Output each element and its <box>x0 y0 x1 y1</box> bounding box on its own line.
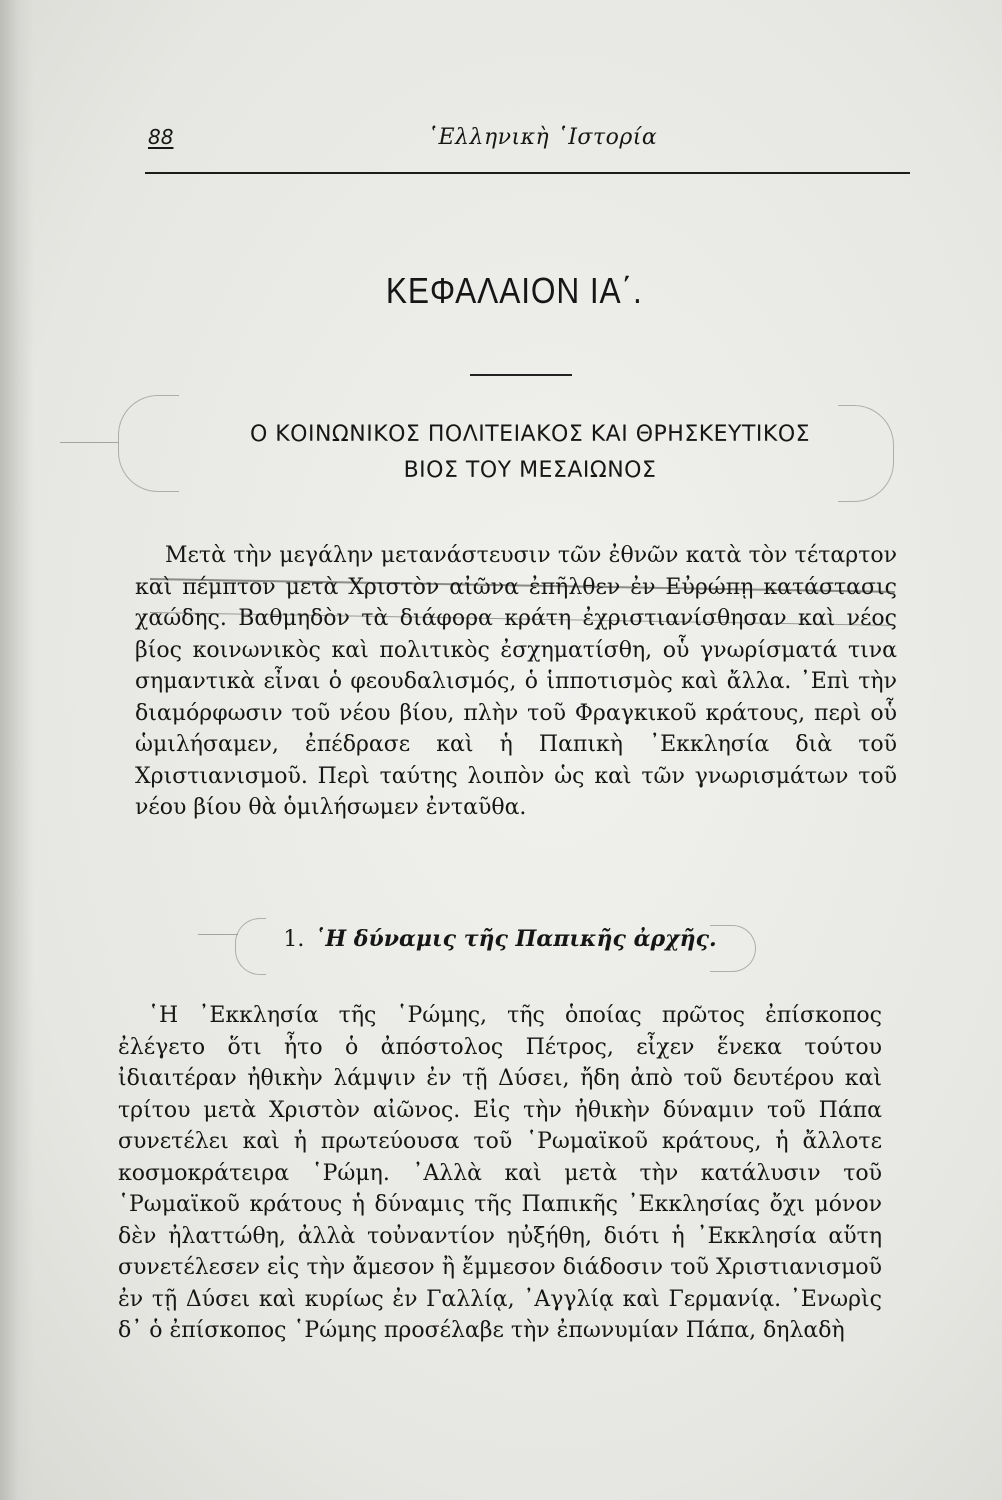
section-paragraph: ῾Η ᾿Εκκλησία τῆς ῾Ρώμης, τῆς ὁποίας πρῶτος ἐπίσκοπος ἐλέγετο ὅτι ἦτο ὁ ἀπόστολος Πέτρος, εἶχεν ἕνεκα τούτου ἰδιαιτέραν ἠθικὴν λάμψιν ἐν τῇ Δύσει, ἤδη ἀπὸ τοῦ δευτέρου καὶ τρίτου μετὰ Χριστὸν αἰῶνος. Εἰς τὴν ἠθικὴν δύναμιν τοῦ Πάπα συνετέλει καὶ ἡ πρωτεύουσα τοῦ ῾Ρωμαϊκοῦ κράτους, ἡ ἄλλοτε κοσμοκράτειρα ῾Ρώμη. ᾿Αλλὰ καὶ μετὰ τὴν κατάλυσιν τοῦ ῾Ρωμαϊκοῦ κράτους ἡ δύναμις τῆς Παπικῆς ᾿Εκκλησίας ὄχι μόνον δὲν ἠλαττώθη, ἀλλὰ τοὐναντίον ηὐξήθη, διότι ἡ ᾿Εκκλησία αὕτη συνετέλεσεν εἰς τὴν ἄμεσον ἢ ἔμμεσον διάδοσιν τοῦ Χριστιανισμοῦ ἐν τῇ Δύσει καὶ κυρίως ἐν Γαλλίᾳ, ᾿Αγγλίᾳ καὶ Γερμανίᾳ. ᾿Ενωρὶς δ᾿ ὁ ἐπίσκοπος ῾Ρώμης προσέλαβε τὴν ἐπωνυμίαν Πάπα, δηλαδὴ <box>118 1003 882 1343</box>
page-header <box>145 125 910 155</box>
running-title: ῾Ελληνικὴ ῾Ιστορία <box>427 125 658 150</box>
chapter-subtitle-line-1: Ο ΚΟΙΝΩΝΙΚΟΣ ΠΟΛΙΤΕΙΑΚΟΣ ΚΑΙ ΘΡΗΣΚΕΥΤΙΚΟΣ <box>249 422 811 447</box>
binding-shadow <box>0 0 34 1500</box>
section-title: ῾Η δύναμις τῆς Παπικῆς ἀρχῆς. <box>314 926 717 952</box>
chapter-title: ΚΕΦΑΛΑΙΟΝ ΙΑ΄. <box>385 270 643 311</box>
header-rule <box>145 172 910 174</box>
pencil-mark <box>198 934 238 935</box>
page-number: 88 <box>148 125 174 149</box>
chapter-subtitle <box>150 417 910 489</box>
section-number: 1. <box>283 927 305 952</box>
chapter-divider <box>470 374 572 376</box>
chapter-subtitle-line-2: ΒΙΟΣ ΤΟΥ ΜΕΣΑΙΩΝΟΣ <box>403 458 657 483</box>
section-heading <box>250 926 750 952</box>
pencil-mark <box>60 442 118 443</box>
intro-paragraph: Μετὰ τὴν μεγάλην μετανάστευσιν τῶν ἐθνῶν κατὰ τὸν τέταρτον καὶ πέμπτον μετὰ Χριστὸν αἰῶνα ἐπῆλθεν ἐν Εὐρώπῃ κατάστασις χαώδης. Βαθμηδὸν τὰ διάφορα κράτη ἐχριστιανίσθησαν καὶ νέος βίος κοινωνικὸς καὶ πολιτικὸς ἐσχηματίσθη, οὗ γνωρίσματά τινα σημαντικὰ εἶναι ὁ φεουδαλισμός, ὁ ἱπποτισμὸς καὶ ἄλλα. ᾿Επὶ τὴν διαμόρφωσιν τοῦ νέου βίου, πλὴν τοῦ Φραγκικοῦ κράτους, περὶ οὗ ὡμιλήσαμεν, ἐπέδρασε καὶ ἡ Παπικὴ ᾿Εκκλησία διὰ τοῦ Χριστιανισμοῦ. Περὶ ταύτης λοιπὸν ὡς καὶ τῶν γνωρισμάτων τοῦ νέου βίου θὰ ὁμιλήσωμεν ἐνταῦθα. <box>135 543 897 820</box>
